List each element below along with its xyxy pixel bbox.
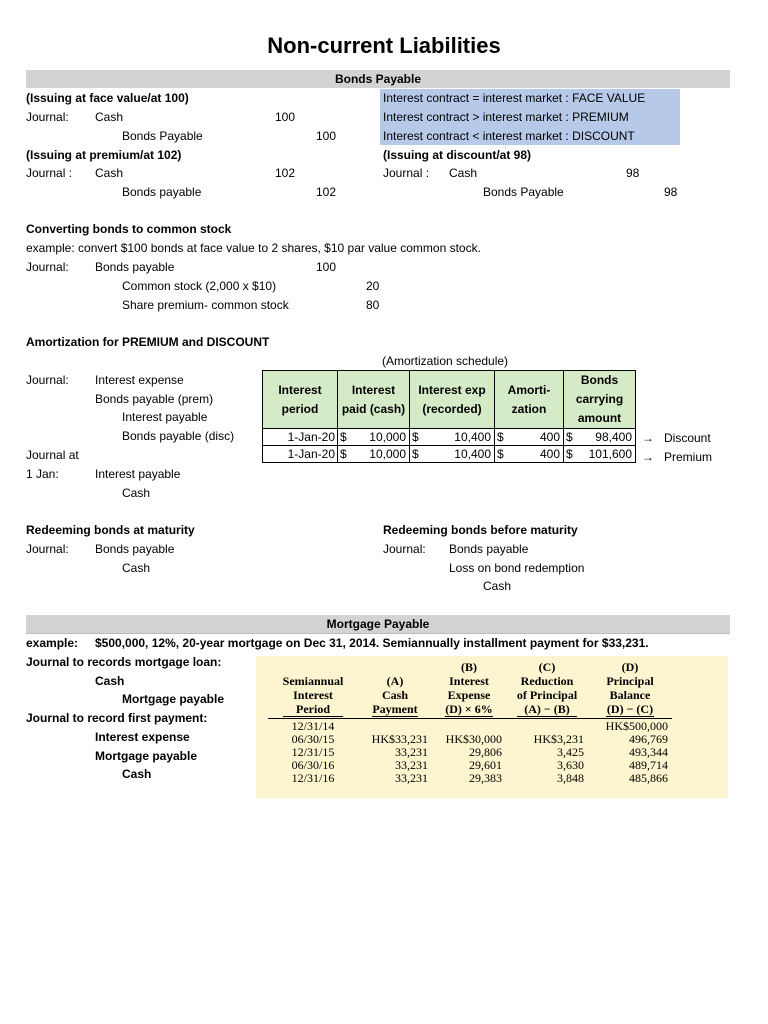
face-debit-amount: 100 bbox=[275, 110, 296, 124]
convert-credit-premium: Share premium- common stock bbox=[122, 298, 289, 312]
convert-heading: Converting bonds to common stock bbox=[26, 222, 232, 236]
convert-credit-common: Common stock (2,000 x $10) bbox=[122, 279, 277, 293]
mortgage-loan-debit: Cash bbox=[95, 674, 125, 688]
premium-debit: Cash bbox=[95, 166, 124, 180]
cell-carrying: 98,400 bbox=[575, 429, 635, 446]
rule-face-value: Interest contract = interest market : FACE VALUE bbox=[383, 91, 646, 105]
mort-row bbox=[268, 719, 672, 734]
discount-heading: (Issuing at discount/at 98) bbox=[383, 148, 532, 162]
amort-col-exp: Interest exp (recorded) bbox=[410, 371, 495, 429]
amort-col-carrying: Bonds carrying amount bbox=[564, 371, 636, 429]
mort-cell-interest: 29,806 bbox=[469, 745, 502, 759]
rule-discount: Interest contract < interest market : DISCOUNT bbox=[383, 129, 635, 143]
convert-journal-label: Journal: bbox=[26, 260, 69, 274]
arrow-right-icon: → bbox=[642, 450, 654, 464]
mort-cell-balance: HK$500,000 bbox=[588, 719, 672, 734]
amort-schedule-caption: (Amortization schedule) bbox=[382, 354, 509, 368]
redeem-before-heading: Redeeming bonds before maturity bbox=[383, 523, 578, 537]
rule-premium: Interest contract > interest market : PREMIUM bbox=[383, 110, 629, 124]
mort-cell-interest: HK$30,000 bbox=[445, 732, 502, 746]
cell-period: 1-Jan-20 bbox=[263, 429, 338, 446]
amort-col-paid: Interest paid (cash) bbox=[338, 371, 410, 429]
discount-credit-amount: 98 bbox=[664, 185, 678, 199]
premium-heading: (Issuing at premium/at 102) bbox=[26, 148, 182, 162]
face-credit-amount: 100 bbox=[316, 129, 337, 143]
redeem-before-journal-label: Journal: bbox=[383, 542, 426, 556]
page-title: Non-current Liabilities bbox=[267, 33, 501, 58]
mort-cell-reduction: 3,848 bbox=[557, 771, 584, 785]
redeem-maturity-debit: Bonds payable bbox=[95, 542, 175, 556]
mort-cell-interest: 29,601 bbox=[469, 758, 502, 772]
mort-col-balance: (D) Principal Balance (D) − (C) bbox=[606, 660, 654, 716]
mort-col-cash-payment: (A) Cash Payment bbox=[372, 674, 418, 716]
discount-debit-amount: 98 bbox=[626, 166, 640, 180]
amort-header-row bbox=[263, 371, 636, 429]
mort-col-period: Semiannual Interest Period bbox=[282, 674, 344, 716]
amortization-schedule-table bbox=[262, 370, 636, 463]
mort-cell-period: 06/30/16 bbox=[291, 758, 335, 772]
cell-currency: $ bbox=[338, 446, 351, 463]
mortgage-pay-cash: Cash bbox=[122, 767, 152, 781]
mort-cell-reduction: 3,425 bbox=[557, 745, 584, 759]
journal-at-label: Journal at bbox=[26, 448, 79, 462]
cell-currency: $ bbox=[564, 429, 576, 446]
premium-label: Premium bbox=[664, 450, 713, 464]
amort-row-discount bbox=[263, 429, 636, 446]
amort-heading: Amortization for PREMIUM and DISCOUNT bbox=[26, 335, 270, 349]
mort-cell-interest: 29,383 bbox=[469, 771, 502, 785]
face-credit: Bonds Payable bbox=[122, 129, 203, 143]
cell-currency: $ bbox=[495, 446, 514, 463]
face-debit: Cash bbox=[95, 110, 124, 124]
cell-currency: $ bbox=[338, 429, 351, 446]
convert-example: example: convert $100 bonds at face value to 2 shares, $10 par value common stock. bbox=[26, 241, 481, 255]
mort-cell-payment: 33,231 bbox=[395, 745, 428, 759]
jan1-interest-payable: Interest payable bbox=[95, 467, 181, 481]
cell-exp: 10,400 bbox=[425, 446, 494, 463]
mortgage-schedule-table bbox=[268, 660, 672, 785]
redeem-before-credit: Cash bbox=[483, 579, 512, 593]
mortgage-example: $500,000, 12%, 20-year mortgage on Dec 31, 2014. Semiannually installment payment for $33,231. bbox=[95, 636, 649, 650]
amort-col-period: Interest period bbox=[263, 371, 338, 429]
mort-cell-balance: 485,866 bbox=[629, 771, 668, 785]
amort-line-bonds-prem: Bonds payable (prem) bbox=[95, 392, 214, 406]
arrow-right-icon: → bbox=[642, 431, 654, 445]
redeem-maturity-heading: Redeeming bonds at maturity bbox=[26, 523, 195, 537]
amort-row-premium bbox=[263, 446, 636, 463]
amort-col-amortization: Amorti- zation bbox=[495, 371, 564, 429]
cell-carrying: 101,600 bbox=[575, 446, 635, 463]
mortgage-example-label: example: bbox=[26, 636, 79, 650]
mort-cell-period: 06/30/15 bbox=[291, 732, 335, 746]
redeem-before-loss: Loss on bond redemption bbox=[449, 561, 585, 575]
convert-debit-amount: 100 bbox=[316, 260, 337, 274]
mort-cell-balance: 496,769 bbox=[629, 732, 668, 746]
mortgage-payable-header: Mortgage Payable bbox=[26, 615, 730, 633]
amort-line-interest-payable: Interest payable bbox=[122, 410, 208, 424]
cell-currency: $ bbox=[410, 446, 426, 463]
cell-currency: $ bbox=[410, 429, 426, 446]
mortgage-pay-heading: Journal to record first payment: bbox=[26, 711, 208, 725]
mortgage-loan-credit: Mortgage payable bbox=[122, 692, 225, 706]
cell-amortization: 400 bbox=[514, 446, 564, 463]
mort-cell-reduction: 3,630 bbox=[557, 758, 584, 772]
mort-cell-reduction bbox=[506, 719, 588, 734]
mortgage-pay-interest-expense: Interest expense bbox=[95, 730, 190, 744]
mort-header-row bbox=[268, 660, 672, 719]
mort-cell-payment: 33,231 bbox=[395, 771, 428, 785]
mort-cell-period: 12/31/16 bbox=[291, 771, 335, 785]
amort-line-bonds-disc: Bonds payable (disc) bbox=[122, 429, 235, 443]
mortgage-pay-mortgage-payable: Mortgage payable bbox=[95, 749, 198, 763]
mort-col-reduction: (C) Reduction of Principal (A) − (B) bbox=[516, 660, 578, 716]
jan1-label: 1 Jan: bbox=[26, 467, 59, 481]
convert-credit-premium-amount: 80 bbox=[366, 298, 380, 312]
amort-journal-label: Journal: bbox=[26, 373, 69, 387]
cell-exp: 10,400 bbox=[425, 429, 494, 446]
mortgage-loan-heading: Journal to records mortgage loan: bbox=[26, 655, 222, 669]
face-journal-label: Journal: bbox=[26, 110, 69, 124]
mort-row bbox=[268, 772, 672, 785]
amort-line-interest-expense: Interest expense bbox=[95, 373, 184, 387]
bonds-payable-header: Bonds Payable bbox=[26, 70, 730, 88]
redeem-maturity-credit: Cash bbox=[122, 561, 151, 575]
discount-journal-label: Journal : bbox=[383, 166, 430, 180]
discount-credit: Bonds Payable bbox=[483, 185, 564, 199]
premium-credit: Bonds payable bbox=[122, 185, 202, 199]
premium-journal-label: Journal : bbox=[26, 166, 73, 180]
mort-cell-period: 12/31/14 bbox=[268, 719, 358, 734]
cell-paid: 10,000 bbox=[351, 429, 410, 446]
face-heading: (Issuing at face value/at 100) bbox=[26, 91, 189, 105]
discount-debit: Cash bbox=[449, 166, 478, 180]
mort-cell-balance: 493,344 bbox=[629, 745, 668, 759]
mort-col-interest-expense: (B) Interest Expense (D) × 6% bbox=[445, 660, 493, 716]
mort-cell-payment: 33,231 bbox=[395, 758, 428, 772]
cell-paid: 10,000 bbox=[351, 446, 410, 463]
mort-cell-interest bbox=[432, 719, 506, 734]
mort-cell-balance: 489,714 bbox=[629, 758, 668, 772]
mort-cell-payment bbox=[358, 719, 432, 734]
premium-debit-amount: 102 bbox=[275, 166, 296, 180]
cell-period: 1-Jan-20 bbox=[263, 446, 338, 463]
premium-credit-amount: 102 bbox=[316, 185, 337, 199]
mort-cell-period: 12/31/15 bbox=[291, 745, 335, 759]
redeem-before-debit: Bonds payable bbox=[449, 542, 529, 556]
convert-credit-common-amount: 20 bbox=[366, 279, 380, 293]
discount-label: Discount bbox=[664, 431, 711, 445]
mort-cell-payment: HK$33,231 bbox=[371, 732, 428, 746]
cell-currency: $ bbox=[564, 446, 576, 463]
jan1-cash: Cash bbox=[122, 486, 151, 500]
cell-currency: $ bbox=[495, 429, 514, 446]
convert-debit: Bonds payable bbox=[95, 260, 175, 274]
mort-cell-reduction: HK$3,231 bbox=[533, 732, 584, 746]
cell-amortization: 400 bbox=[514, 429, 564, 446]
redeem-maturity-journal-label: Journal: bbox=[26, 542, 69, 556]
